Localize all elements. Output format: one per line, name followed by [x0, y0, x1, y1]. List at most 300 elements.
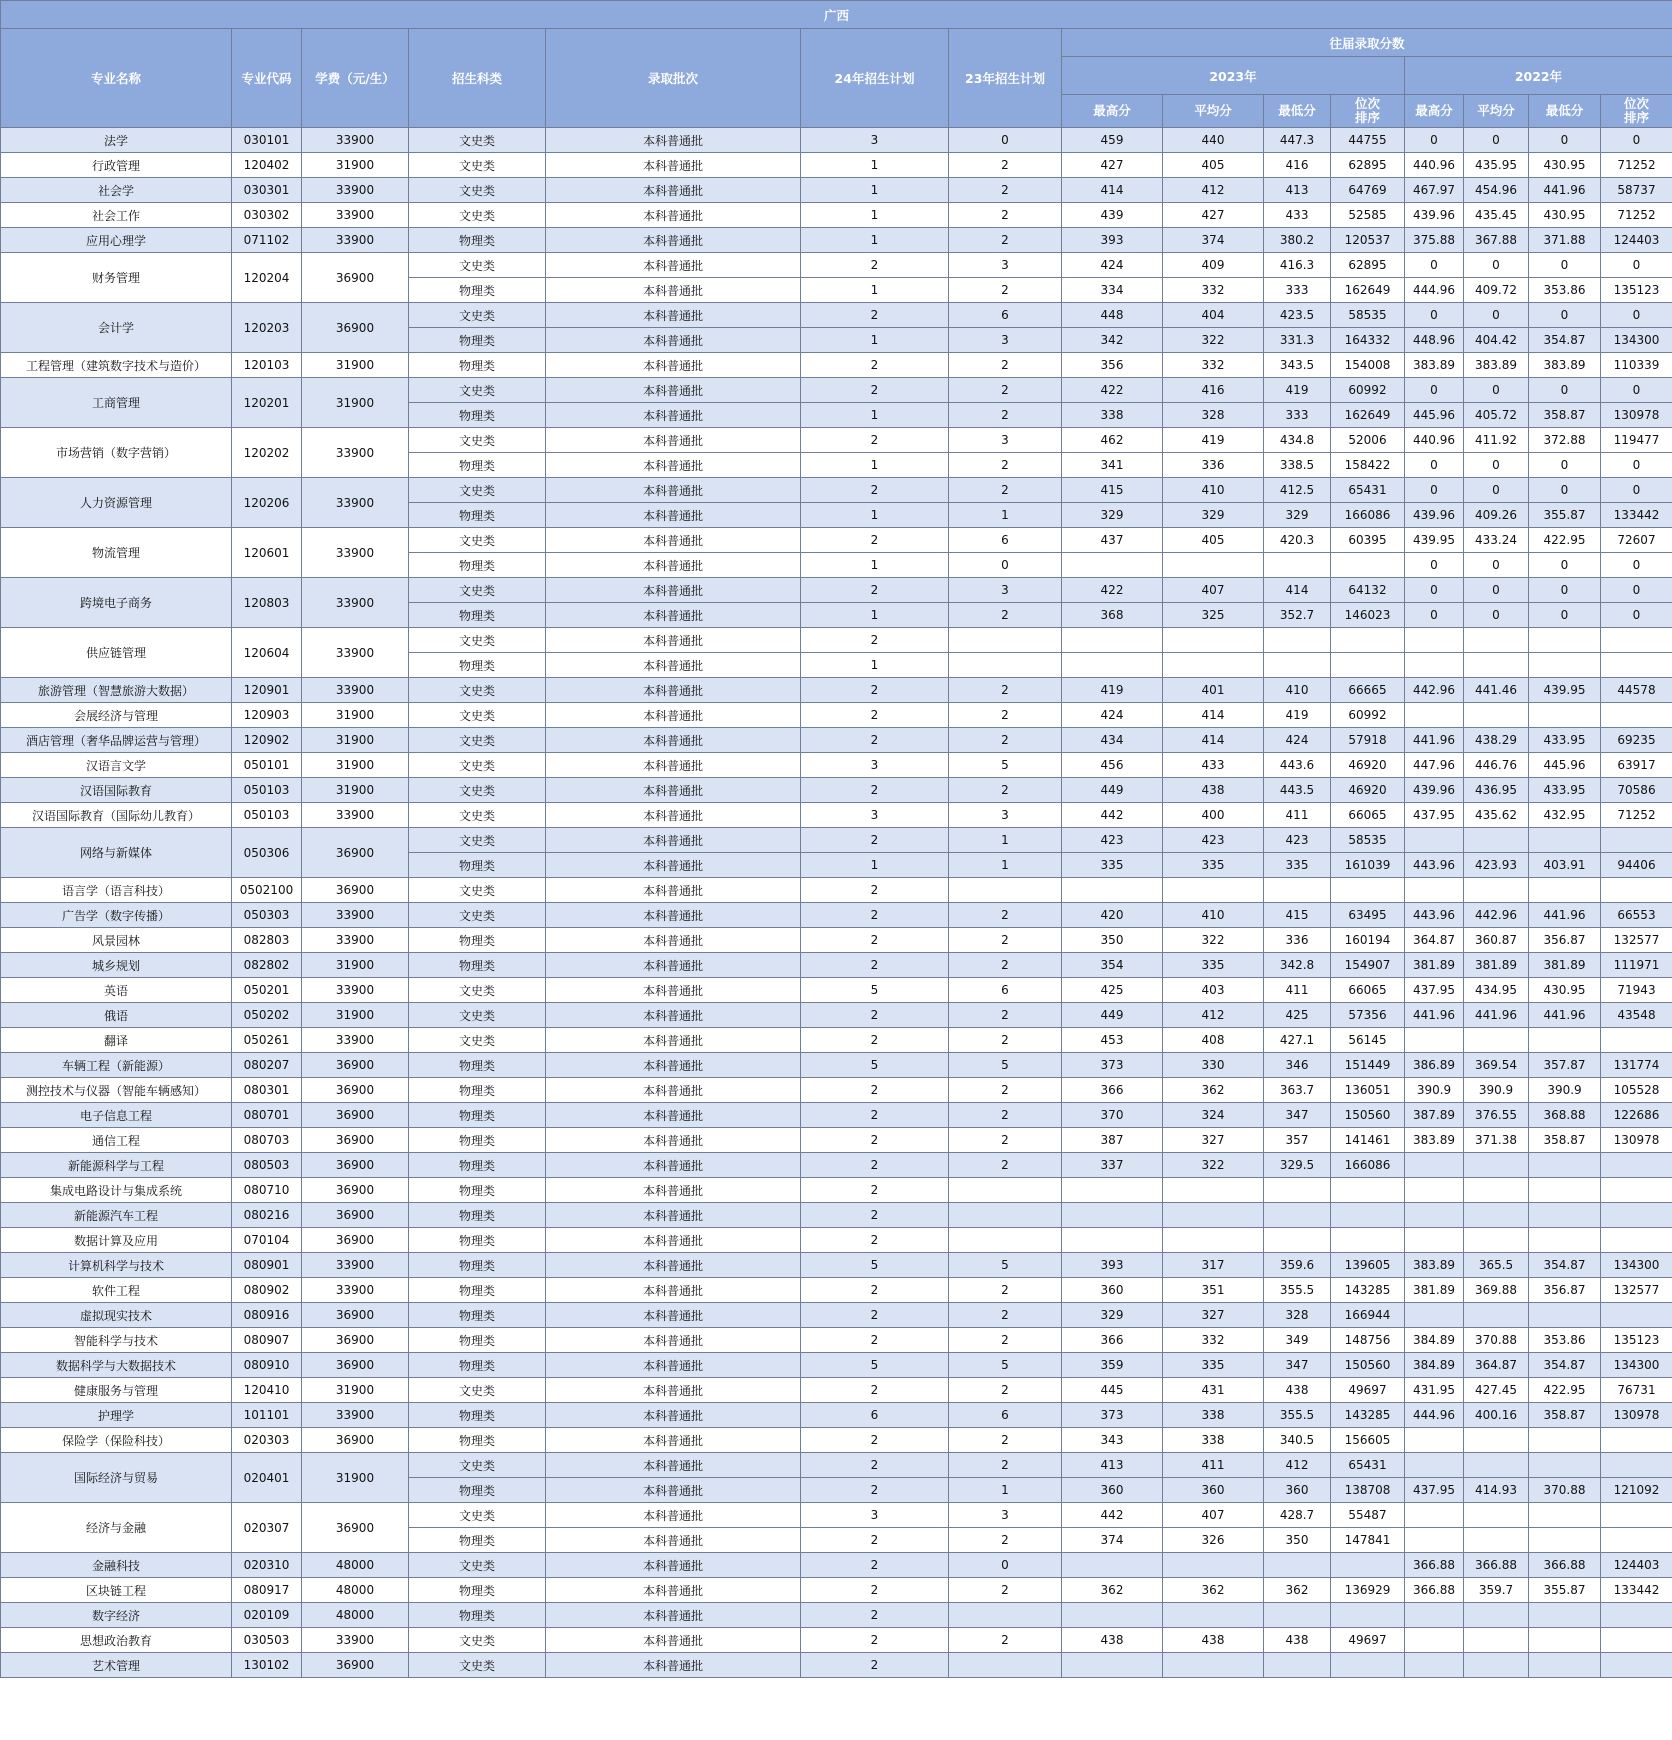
max-2023-cell: 437 [1062, 528, 1163, 553]
rank-2022-cell: 94406 [1601, 853, 1672, 878]
plan24-cell: 2 [801, 778, 949, 803]
major-code: 080901 [232, 1253, 302, 1278]
avg-2022-cell: 0 [1464, 603, 1529, 628]
avg-2023-cell: 325 [1163, 603, 1264, 628]
major-code: 120203 [232, 303, 302, 353]
max-2022-cell: 444.96 [1405, 278, 1464, 303]
plan24-cell: 3 [801, 128, 949, 153]
batch-cell: 本科普通批 [546, 1053, 801, 1078]
avg-2023-cell: 438 [1163, 1628, 1264, 1653]
rank-2023-cell: 139605 [1331, 1253, 1405, 1278]
major-fee: 36900 [302, 1428, 409, 1453]
min-2022-cell: 441.96 [1529, 178, 1601, 203]
table-row [1, 1328, 1672, 1353]
min-2023-cell: 411 [1264, 978, 1331, 1003]
plan23-cell: 2 [949, 778, 1062, 803]
rank-2023-header [1331, 95, 1405, 128]
min-2023-cell: 416.3 [1264, 253, 1331, 278]
avg-2023-cell: 419 [1163, 428, 1264, 453]
batch-cell: 本科普通批 [546, 1428, 801, 1453]
major-fee: 33900 [302, 578, 409, 628]
plan23-cell: 2 [949, 278, 1062, 303]
plan23-cell: 5 [949, 1053, 1062, 1078]
max-2022-cell: 437.95 [1405, 803, 1464, 828]
major-fee: 36900 [302, 1153, 409, 1178]
min-2023-cell: 410 [1264, 678, 1331, 703]
rank-2023-cell: 154008 [1331, 353, 1405, 378]
category-cell: 文史类 [409, 1028, 546, 1053]
category-cell: 物理类 [409, 1278, 546, 1303]
major-name: 城乡规划 [1, 953, 232, 978]
max-2022-cell: 364.87 [1405, 928, 1464, 953]
max-2022-cell: 441.96 [1405, 1003, 1464, 1028]
min-2022-cell: 0 [1529, 553, 1601, 578]
plan23-cell: 2 [949, 153, 1062, 178]
max-2022-cell: 443.96 [1405, 853, 1464, 878]
plan23-cell: 6 [949, 303, 1062, 328]
rank-2023-cell: 46920 [1331, 778, 1405, 803]
major-fee: 33900 [302, 428, 409, 478]
batch-cell: 本科普通批 [546, 903, 801, 928]
rank-2023-cell: 57356 [1331, 1003, 1405, 1028]
major-name: 健康服务与管理 [1, 1378, 232, 1403]
major-fee: 31900 [302, 753, 409, 778]
max-2022-cell: 0 [1405, 553, 1464, 578]
min-2022-cell: 422.95 [1529, 528, 1601, 553]
plan24-cell: 1 [801, 553, 949, 578]
rank-2022-cell [1601, 1203, 1672, 1228]
category-cell: 文史类 [409, 803, 546, 828]
major-name: 会展经济与管理 [1, 703, 232, 728]
major-code: 020310 [232, 1553, 302, 1578]
min-2022-cell: 381.89 [1529, 953, 1601, 978]
min-2022-cell: 0 [1529, 453, 1601, 478]
plan24-cell: 2 [801, 1203, 949, 1228]
rank-2022-cell: 110339 [1601, 353, 1672, 378]
plan23-cell [949, 1203, 1062, 1228]
avg-2022-cell: 0 [1464, 478, 1529, 503]
max-2023-cell: 368 [1062, 603, 1163, 628]
rank-2022-cell [1601, 628, 1672, 653]
max-2022-cell: 441.96 [1405, 728, 1464, 753]
avg-2022-cell [1464, 1453, 1529, 1478]
avg-2023-cell: 336 [1163, 453, 1264, 478]
col-plan24-header: 24年招生计划 [801, 29, 949, 128]
plan24-cell: 2 [801, 1003, 949, 1028]
major-fee: 31900 [302, 378, 409, 428]
avg-2022-cell: 414.93 [1464, 1478, 1529, 1503]
major-fee: 31900 [302, 703, 409, 728]
category-cell: 文史类 [409, 528, 546, 553]
min-2023-cell: 423 [1264, 828, 1331, 853]
major-code: 120202 [232, 428, 302, 478]
plan24-cell: 1 [801, 403, 949, 428]
avg-2022-cell: 371.38 [1464, 1128, 1529, 1153]
major-fee: 36900 [302, 303, 409, 353]
category-cell: 文史类 [409, 203, 546, 228]
min-2023-cell: 360 [1264, 1478, 1331, 1503]
category-cell: 文史类 [409, 578, 546, 603]
major-code: 120201 [232, 378, 302, 428]
batch-cell: 本科普通批 [546, 353, 801, 378]
table-title: 广西 [1, 1, 1672, 29]
min-2023-cell: 333 [1264, 278, 1331, 303]
batch-cell: 本科普通批 [546, 603, 801, 628]
plan23-cell [949, 653, 1062, 678]
avg-2022-cell: 435.45 [1464, 203, 1529, 228]
max-2022-cell: 0 [1405, 253, 1464, 278]
min-2023-cell: 362 [1264, 1578, 1331, 1603]
category-cell: 物理类 [409, 1303, 546, 1328]
rank-2022-cell [1601, 1178, 1672, 1203]
rank-2023-cell: 156605 [1331, 1428, 1405, 1453]
major-code: 080907 [232, 1328, 302, 1353]
category-cell: 文史类 [409, 778, 546, 803]
rank-2023-cell [1331, 878, 1405, 903]
max-2023-cell: 453 [1062, 1028, 1163, 1053]
plan24-cell: 1 [801, 328, 949, 353]
plan24-cell: 1 [801, 603, 949, 628]
plan23-cell: 2 [949, 703, 1062, 728]
rank-2022-cell: 0 [1601, 603, 1672, 628]
max-2022-cell [1405, 1453, 1464, 1478]
rank-2022-cell: 124403 [1601, 228, 1672, 253]
plan24-cell: 2 [801, 1153, 949, 1178]
rank-2023-cell: 57918 [1331, 728, 1405, 753]
rank-2023-cell: 60992 [1331, 703, 1405, 728]
major-code: 130102 [232, 1653, 302, 1678]
major-code: 050261 [232, 1028, 302, 1053]
min-2022-cell: 441.96 [1529, 903, 1601, 928]
min-2023-cell: 447.3 [1264, 128, 1331, 153]
avg-2023-cell: 374 [1163, 228, 1264, 253]
major-name: 区块链工程 [1, 1578, 232, 1603]
avg-2023-cell: 404 [1163, 303, 1264, 328]
min-2023-cell: 438 [1264, 1628, 1331, 1653]
plan24-cell: 1 [801, 653, 949, 678]
min-2022-cell: 0 [1529, 253, 1601, 278]
min-2023-cell: 424 [1264, 728, 1331, 753]
max-2023-cell: 370 [1062, 1103, 1163, 1128]
major-code: 080910 [232, 1353, 302, 1378]
batch-cell: 本科普通批 [546, 128, 801, 153]
min-2023-cell: 412.5 [1264, 478, 1331, 503]
plan23-cell: 1 [949, 503, 1062, 528]
max-2022-cell: 390.9 [1405, 1078, 1464, 1103]
max-2022-cell [1405, 628, 1464, 653]
plan23-cell: 3 [949, 428, 1062, 453]
rank-2023-cell: 49697 [1331, 1378, 1405, 1403]
rank-2023-cell: 65431 [1331, 478, 1405, 503]
min-2023-cell: 347 [1264, 1103, 1331, 1128]
major-code: 120803 [232, 578, 302, 628]
major-code: 080703 [232, 1128, 302, 1153]
max-2022-cell [1405, 1028, 1464, 1053]
min-2022-cell: 353.86 [1529, 278, 1601, 303]
plan24-cell: 2 [801, 828, 949, 853]
category-cell: 物理类 [409, 503, 546, 528]
plan24-cell: 2 [801, 528, 949, 553]
avg-2022-cell: 0 [1464, 578, 1529, 603]
min-2023-cell [1264, 1178, 1331, 1203]
table-row [1, 728, 1672, 753]
rank-2022-cell [1601, 1453, 1672, 1478]
table-row [1, 753, 1672, 778]
major-code: 030302 [232, 203, 302, 228]
plan24-cell: 3 [801, 753, 949, 778]
batch-cell: 本科普通批 [546, 253, 801, 278]
major-fee: 31900 [302, 953, 409, 978]
min-2023-cell: 416 [1264, 153, 1331, 178]
major-name: 法学 [1, 128, 232, 153]
plan24-cell: 1 [801, 453, 949, 478]
table-row [1, 1578, 1672, 1603]
rank-2023-cell: 161039 [1331, 853, 1405, 878]
min-2022-cell: 357.87 [1529, 1053, 1601, 1078]
batch-cell: 本科普通批 [546, 1003, 801, 1028]
category-cell: 物理类 [409, 1528, 546, 1553]
category-cell: 文史类 [409, 153, 546, 178]
batch-cell: 本科普通批 [546, 403, 801, 428]
min-2023-cell: 357 [1264, 1128, 1331, 1153]
major-fee: 33900 [302, 528, 409, 578]
batch-cell: 本科普通批 [546, 778, 801, 803]
plan24-cell: 1 [801, 153, 949, 178]
max-2022-cell: 384.89 [1405, 1328, 1464, 1353]
plan24-cell: 1 [801, 228, 949, 253]
rank-2022-cell [1601, 1503, 1672, 1528]
major-fee: 31900 [302, 1378, 409, 1403]
major-fee: 33900 [302, 928, 409, 953]
min-2023-cell: 438 [1264, 1378, 1331, 1403]
max-2022-cell [1405, 1628, 1464, 1653]
major-code: 120902 [232, 728, 302, 753]
avg-2023-cell: 328 [1163, 403, 1264, 428]
rank-2023-cell [1331, 1203, 1405, 1228]
major-fee: 36900 [302, 253, 409, 303]
rank-2022-cell: 63917 [1601, 753, 1672, 778]
avg-2023-cell: 411 [1163, 1453, 1264, 1478]
batch-cell: 本科普通批 [546, 653, 801, 678]
min-2022-cell: 383.89 [1529, 353, 1601, 378]
plan23-cell: 1 [949, 1478, 1062, 1503]
rank-2022-cell [1601, 1028, 1672, 1053]
major-code: 120903 [232, 703, 302, 728]
plan23-cell: 5 [949, 1353, 1062, 1378]
plan23-cell: 2 [949, 403, 1062, 428]
avg-2023-cell: 332 [1163, 353, 1264, 378]
min-2022-cell: 433.95 [1529, 728, 1601, 753]
batch-cell: 本科普通批 [546, 728, 801, 753]
table-row [1, 1103, 1672, 1128]
rank-2023-cell: 55487 [1331, 1503, 1405, 1528]
batch-cell: 本科普通批 [546, 278, 801, 303]
max-2023-cell: 338 [1062, 403, 1163, 428]
major-name: 车辆工程（新能源） [1, 1053, 232, 1078]
max-2023-cell: 342 [1062, 328, 1163, 353]
rank-2022-header [1601, 95, 1672, 128]
max-2022-cell [1405, 1503, 1464, 1528]
category-cell: 文史类 [409, 178, 546, 203]
avg-2022-cell: 0 [1464, 378, 1529, 403]
batch-cell: 本科普通批 [546, 1178, 801, 1203]
table-row [1, 1353, 1672, 1378]
batch-cell: 本科普通批 [546, 1503, 801, 1528]
major-code: 070104 [232, 1228, 302, 1253]
plan23-cell: 2 [949, 1103, 1062, 1128]
max-2022-cell [1405, 703, 1464, 728]
min-2022-cell [1529, 1453, 1601, 1478]
min-2023-cell [1264, 628, 1331, 653]
batch-cell: 本科普通批 [546, 303, 801, 328]
category-cell: 文史类 [409, 378, 546, 403]
plan23-cell: 2 [949, 678, 1062, 703]
rank-2023-cell: 58535 [1331, 303, 1405, 328]
category-cell: 物理类 [409, 553, 546, 578]
major-fee: 36900 [302, 1203, 409, 1228]
col-batch-header: 录取批次 [546, 29, 801, 128]
rank-2022-cell [1601, 878, 1672, 903]
major-fee: 36900 [302, 1103, 409, 1128]
plan23-cell: 2 [949, 1628, 1062, 1653]
min-2023-cell [1264, 1228, 1331, 1253]
plan24-cell: 2 [801, 1103, 949, 1128]
rank-2023-label: 位次排序 [1354, 96, 1380, 125]
avg-2022-cell: 0 [1464, 128, 1529, 153]
max-2022-cell: 381.89 [1405, 1278, 1464, 1303]
max-2022-cell [1405, 1203, 1464, 1228]
category-cell: 物理类 [409, 1578, 546, 1603]
max-2023-cell: 366 [1062, 1328, 1163, 1353]
avg-2023-cell: 427 [1163, 203, 1264, 228]
plan23-cell: 5 [949, 753, 1062, 778]
min-2023-cell: 359.6 [1264, 1253, 1331, 1278]
major-fee: 36900 [302, 1228, 409, 1253]
avg-2022-cell [1464, 1503, 1529, 1528]
major-code: 120103 [232, 353, 302, 378]
category-cell: 文史类 [409, 428, 546, 453]
min-2022-cell: 0 [1529, 603, 1601, 628]
category-cell: 物理类 [409, 1603, 546, 1628]
table-row [1, 1053, 1672, 1078]
rank-2022-cell: 122686 [1601, 1103, 1672, 1128]
min-2023-cell: 346 [1264, 1053, 1331, 1078]
table-row [1, 303, 1672, 328]
major-fee: 33900 [302, 1278, 409, 1303]
plan23-cell: 2 [949, 178, 1062, 203]
plan23-cell: 2 [949, 1528, 1062, 1553]
min-2023-cell [1264, 1603, 1331, 1628]
plan24-cell: 2 [801, 878, 949, 903]
plan23-cell: 6 [949, 1403, 1062, 1428]
rank-2022-cell: 131774 [1601, 1053, 1672, 1078]
rank-2023-cell [1331, 653, 1405, 678]
plan24-cell: 2 [801, 928, 949, 953]
plan23-cell: 1 [949, 828, 1062, 853]
max-2022-cell: 366.88 [1405, 1578, 1464, 1603]
col-category-header: 招生科类 [409, 29, 546, 128]
avg-2023-cell: 405 [1163, 528, 1264, 553]
max-2022-cell: 431.95 [1405, 1378, 1464, 1403]
batch-cell: 本科普通批 [546, 328, 801, 353]
min-2022-cell: 358.87 [1529, 1128, 1601, 1153]
category-cell: 物理类 [409, 1078, 546, 1103]
batch-cell: 本科普通批 [546, 753, 801, 778]
category-cell: 物理类 [409, 1228, 546, 1253]
rank-2022-cell: 135123 [1601, 1328, 1672, 1353]
category-cell: 物理类 [409, 1478, 546, 1503]
batch-cell: 本科普通批 [546, 1403, 801, 1428]
max-2023-cell [1062, 1178, 1163, 1203]
plan24-cell: 2 [801, 1428, 949, 1453]
avg-2022-cell: 436.95 [1464, 778, 1529, 803]
max-2022-cell [1405, 1303, 1464, 1328]
col-plan23-header: 23年招生计划 [949, 29, 1062, 128]
rank-2023-cell: 60395 [1331, 528, 1405, 553]
min-2023-cell: 433 [1264, 203, 1331, 228]
major-code: 020401 [232, 1453, 302, 1503]
min-2023-cell: 347 [1264, 1353, 1331, 1378]
plan24-cell: 2 [801, 1278, 949, 1303]
avg-2022-cell: 0 [1464, 553, 1529, 578]
min-2023-cell: 342.8 [1264, 953, 1331, 978]
table-row [1, 928, 1672, 953]
category-cell: 文史类 [409, 1628, 546, 1653]
max-2023-cell: 393 [1062, 228, 1163, 253]
avg-2022-cell [1464, 1428, 1529, 1453]
category-cell: 物理类 [409, 1328, 546, 1353]
min-2023-cell: 352.7 [1264, 603, 1331, 628]
avg-2023-cell: 362 [1163, 1578, 1264, 1603]
batch-cell: 本科普通批 [546, 1278, 801, 1303]
rank-2022-cell: 132577 [1601, 928, 1672, 953]
major-fee: 33900 [302, 1628, 409, 1653]
max-2023-cell: 360 [1062, 1278, 1163, 1303]
avg-2023-cell: 327 [1163, 1128, 1264, 1153]
max-2023-cell: 422 [1062, 578, 1163, 603]
plan23-cell: 0 [949, 553, 1062, 578]
major-name: 保险学（保险科技） [1, 1428, 232, 1453]
category-cell: 文史类 [409, 728, 546, 753]
min-2022-cell: 366.88 [1529, 1553, 1601, 1578]
batch-cell: 本科普通批 [546, 428, 801, 453]
plan24-cell: 2 [801, 1128, 949, 1153]
avg-2022-cell [1464, 1528, 1529, 1553]
max-2023-cell: 449 [1062, 778, 1163, 803]
max-2022-cell [1405, 1603, 1464, 1628]
batch-cell: 本科普通批 [546, 1303, 801, 1328]
major-fee: 33900 [302, 903, 409, 928]
avg-2023-cell: 400 [1163, 803, 1264, 828]
avg-2022-cell: 435.95 [1464, 153, 1529, 178]
plan24-cell: 2 [801, 1653, 949, 1678]
max-2023-cell: 354 [1062, 953, 1163, 978]
max-2022-cell: 387.89 [1405, 1103, 1464, 1128]
max-2023-cell [1062, 1553, 1163, 1578]
plan23-cell: 2 [949, 1278, 1062, 1303]
batch-cell: 本科普通批 [546, 203, 801, 228]
plan23-cell: 3 [949, 253, 1062, 278]
major-fee: 33900 [302, 803, 409, 828]
plan23-cell: 3 [949, 328, 1062, 353]
category-cell: 物理类 [409, 278, 546, 303]
major-code: 120410 [232, 1378, 302, 1403]
major-code: 020307 [232, 1503, 302, 1553]
plan23-cell: 2 [949, 903, 1062, 928]
avg-2023-cell: 322 [1163, 1153, 1264, 1178]
rank-2022-cell [1601, 1653, 1672, 1678]
batch-cell: 本科普通批 [546, 703, 801, 728]
